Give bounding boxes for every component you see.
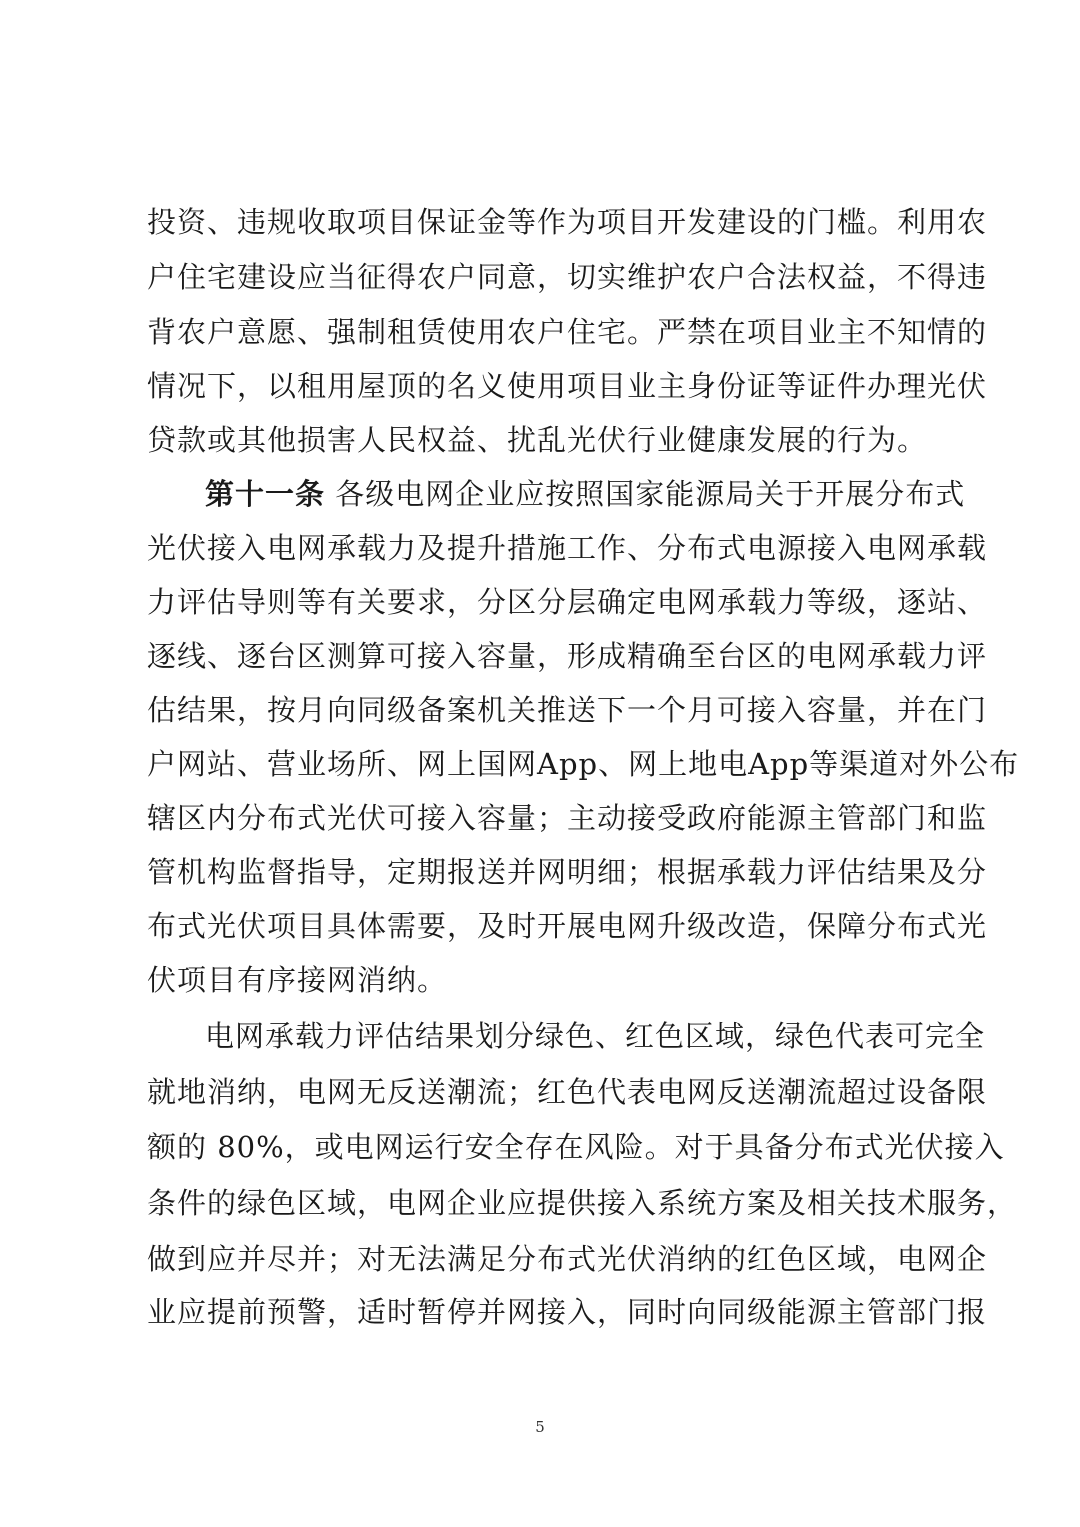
text-line: 做到应并尽并；对无法满足分布式光伏消纳的红色区域，电网企 xyxy=(147,1242,988,1276)
text-line: 户网站、营业场所、网上国网App、网上地电App等渠道对外公布 xyxy=(147,747,1020,781)
text-line: 力评估导则等有关要求，分区分层确定电网承载力等级，逐站、 xyxy=(147,585,988,619)
text-segment: 各级电网企业应按照国家能源局关于开展分布式 xyxy=(335,477,966,511)
article-heading: 第十一条 xyxy=(205,477,326,511)
text-line: 光伏接入电网承载力及提升措施工作、分布式电源接入电网承载 xyxy=(147,531,988,565)
text-line: 逐线、逐台区测算可接入容量，形成精确至台区的电网承载力评 xyxy=(147,639,988,673)
text-line: 额的 80%，或电网运行安全存在风险。对于具备分布式光伏接入 xyxy=(147,1130,1005,1164)
article-first-line xyxy=(205,477,966,511)
text-line: 贷款或其他损害人民权益、扰乱光伏行业健康发展的行为。 xyxy=(147,423,928,457)
text-line: 投资、违规收取项目保证金等作为项目开发建设的门槛。利用农 xyxy=(147,205,988,239)
text-line: 背农户意愿、强制租赁使用农户住宅。严禁在项目业主不知情的 xyxy=(147,315,988,349)
text-line: 电网承载力评估结果划分绿色、红色区域，绿色代表可完全 xyxy=(205,1019,986,1053)
text-line: 户住宅建设应当征得农户同意，切实维护农户合法权益，不得违 xyxy=(147,260,988,294)
page-number: 5 xyxy=(535,1418,545,1436)
text-line: 业应提前预警，适时暂停并网接入，同时向同级能源主管部门报 xyxy=(147,1295,988,1329)
text-line: 就地消纳，电网无反送潮流；红色代表电网反送潮流超过设备限 xyxy=(147,1075,988,1109)
text-line: 管机构监督指导，定期报送并网明细；根据承载力评估结果及分 xyxy=(147,855,988,889)
text-line: 估结果，按月向同级备案机关推送下一个月可接入容量，并在门 xyxy=(147,693,988,727)
text-line: 条件的绿色区域，电网企业应提供接入系统方案及相关技术服务， xyxy=(147,1186,1018,1220)
text-line: 辖区内分布式光伏可接入容量；主动接受政府能源主管部门和监 xyxy=(147,801,988,835)
text-line: 情况下，以租用屋顶的名义使用项目业主身份证等证件办理光伏 xyxy=(147,369,988,403)
text-line: 布式光伏项目具体需要，及时开展电网升级改造，保障分布式光 xyxy=(147,909,988,943)
text-line: 伏项目有序接网消纳。 xyxy=(147,963,448,997)
